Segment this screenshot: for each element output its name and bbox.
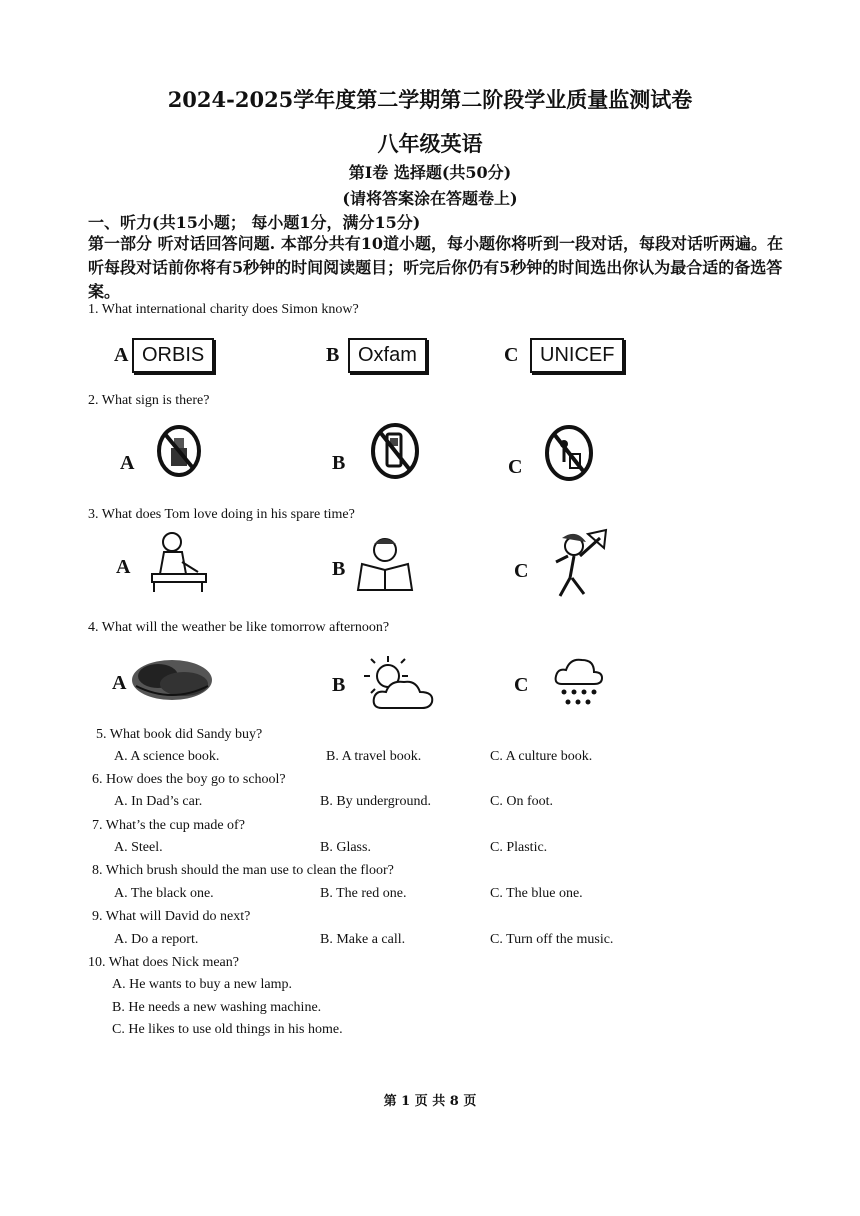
page-number: 第 1 页 共 8 页 — [383, 1094, 477, 1109]
q7-option-b: B. Glass. — [320, 840, 371, 855]
no-food-sign-icon — [156, 424, 202, 478]
q6-option-a: A. In Dad’s car. — [114, 794, 203, 809]
painting-person-icon — [146, 528, 208, 594]
dancing-person-icon — [548, 528, 608, 600]
q2-option-c-letter: C — [508, 456, 523, 478]
reading-person-icon — [352, 534, 418, 592]
q2-option-a-letter: A — [120, 452, 135, 474]
q8-option-c: C. The blue one. — [490, 886, 583, 901]
exam-subtitle: 八年级英语 — [377, 131, 483, 156]
q1-option-a-box: ORBIS — [132, 338, 214, 373]
q6-option-b: B. By underground. — [320, 794, 431, 809]
question-5: 5. What book did Sandy buy? — [96, 727, 263, 742]
question-3: 3. What does Tom love doing in his spare time? — [88, 507, 355, 522]
sun-and-cloud-icon — [362, 654, 438, 712]
question-2: 2. What sign is there? — [88, 393, 210, 408]
q10-option-b: B. He needs a new washing machine. — [112, 1000, 322, 1015]
q3-option-b-letter: B — [332, 558, 346, 580]
q9-option-b: B. Make a call. — [320, 932, 406, 947]
question-4: 4. What will the weather be like tomorrow afternoon? — [88, 620, 390, 635]
q5-option-b: B. A travel book. — [326, 749, 422, 764]
answer-note: (请将答案涂在答题卷上) — [342, 189, 518, 208]
question-7: 7. What’s the cup made of? — [92, 818, 245, 833]
section-instructions: 第一部分 听对话回答问题. 本部分共有10道小题，每小题你将听到一段对话，每段对话听两遍。在听每段对话前你将有5秒钟的时间阅读题目；听完后你仍有5秒钟的时间选出你认为最合适的备选答案。 — [88, 234, 783, 301]
q5-option-a: A. A science book. — [114, 749, 220, 764]
exam-title: 2024-2025学年度第二学期第二阶段学业质量监测试卷 — [167, 87, 693, 112]
q10-option-c: C. He likes to use old things in his home. — [112, 1022, 343, 1037]
q3-option-c-letter: C — [514, 560, 529, 582]
q1-option-b-letter: B — [326, 344, 340, 366]
question-10: 10. What does Nick mean? — [88, 955, 239, 970]
no-littering-sign-icon — [544, 424, 594, 482]
q3-option-a-letter: A — [116, 556, 131, 578]
section-heading: 一、听力(共15小题； 每小题1分，满分15分) — [88, 213, 421, 232]
q7-option-a: A. Steel. — [114, 840, 163, 855]
question-9: 9. What will David do next? — [92, 909, 251, 924]
q1-option-c-box: UNICEF — [530, 338, 624, 373]
part-heading: 第I卷 选择题(共50分) — [348, 163, 512, 182]
q1-option-a-letter: A — [114, 344, 129, 366]
q8-option-b: B. The red one. — [320, 886, 407, 901]
question-1: 1. What international charity does Simon know? — [88, 302, 359, 317]
q1-option-c-letter: C — [504, 344, 519, 366]
question-6: 6. How does the boy go to school? — [92, 772, 286, 787]
q4-option-b-letter: B — [332, 674, 346, 696]
q2-option-b-letter: B — [332, 452, 346, 474]
rain-cloud-icon — [552, 656, 604, 712]
no-phone-sign-icon — [370, 422, 420, 480]
question-8: 8. Which brush should the man use to clean the floor? — [92, 863, 394, 878]
q9-option-a: A. Do a report. — [114, 932, 199, 947]
q7-option-c: C. Plastic. — [490, 840, 548, 855]
q1-option-b-box: Oxfam — [348, 338, 427, 373]
q4-option-c-letter: C — [514, 674, 529, 696]
q4-option-a-letter: A — [112, 672, 127, 694]
cloudy-weather-icon — [128, 656, 214, 704]
q10-option-a: A. He wants to buy a new lamp. — [112, 977, 293, 992]
q6-option-c: C. On foot. — [490, 794, 553, 809]
q9-option-c: C. Turn off the music. — [490, 932, 614, 947]
q8-option-a: A. The black one. — [114, 886, 214, 901]
q5-option-c: C. A culture book. — [490, 749, 593, 764]
